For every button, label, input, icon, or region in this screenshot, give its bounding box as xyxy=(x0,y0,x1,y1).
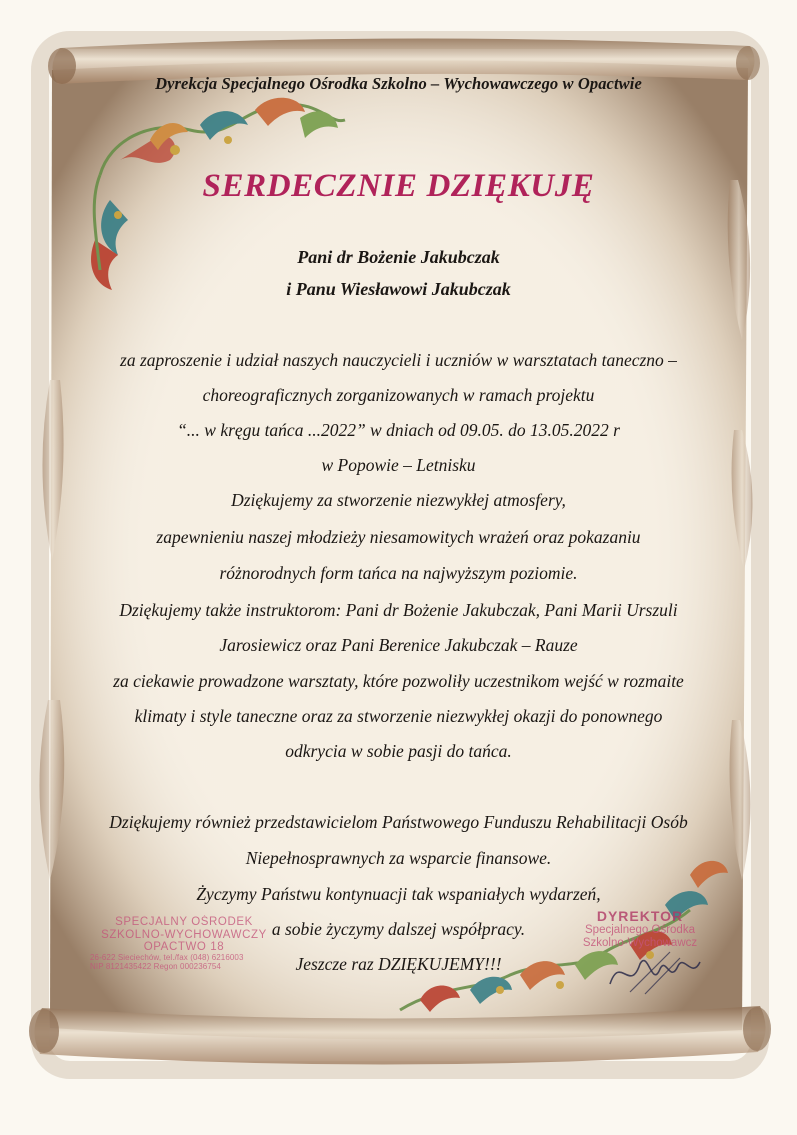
body-line: Dziękujemy również przedstawicielom Państwowego Funduszu Rehabilitacji Osób xyxy=(109,812,688,832)
body-line: w Popowie – Letnisku xyxy=(321,455,476,475)
director-signature xyxy=(600,944,710,1004)
stamp-line: Szkolno-Wychowawcz xyxy=(582,937,698,950)
institution-stamp xyxy=(84,916,284,972)
recipient-line: Pani dr Bożenie Jakubczak xyxy=(297,247,500,267)
body-line: klimaty i style taneczne oraz za stworzenie niezwykłej okazji do ponownego xyxy=(134,706,663,726)
body-line: za ciekawie prowadzone warsztaty, które pozwoliły uczestnikom wejść w rozmaite xyxy=(113,671,684,691)
body-line: zapewnieniu naszej młodzieży niesamowitych wrażeń oraz pokazaniu xyxy=(156,527,641,547)
body-line: Jarosiewicz oraz Pani Berenice Jakubczak – Rauze xyxy=(219,635,578,655)
recipient-line: i Panu Wiesławowi Jakubczak xyxy=(286,279,511,299)
stamp-line: SZKOLNO-WYCHOWAWCZY xyxy=(101,928,267,941)
body-line: “... w kręgu tańca ...2022” w dniach od 09.05. do 13.05.2022 r xyxy=(177,420,620,440)
stamp-line: OPACTWO 18 xyxy=(143,941,225,954)
stamp-line: NIP 8121435422 Regon 000236754 xyxy=(90,961,221,971)
body-line: za zaproszenie i udział naszych nauczycieli i uczniów w warsztatach taneczno – xyxy=(120,350,677,370)
stamp-line: DYREKTOR xyxy=(596,908,684,924)
stamp-line: SPECJALNY OŚRODEK xyxy=(115,916,253,928)
body-line: Jeszcze raz DZIĘKUJEMY!!! xyxy=(295,954,502,974)
body-line: Niepełnosprawnych za wsparcie finansowe. xyxy=(245,848,552,868)
institution-header: Dyrekcja Specjalnego Ośrodka Szkolno – Wychowawczego w Opactwie xyxy=(155,74,642,93)
stamp-line: Specjalnego Ośrodka xyxy=(585,924,695,937)
stamp-line: 26-622 Sieciechów, tel./fax (048) 6216003 xyxy=(90,952,244,962)
body-line: Dziękujemy za stworzenie niezwykłej atmosfery, xyxy=(231,490,566,510)
body-line: Dziękujemy także instruktorom: Pani dr Bożenie Jakubczak, Pani Marii Urszuli xyxy=(119,600,678,620)
document-title: SERDECZNIE DZIĘKUJĘ xyxy=(202,168,595,204)
body-line: różnorodnych form tańca na najwyższym poziomie. xyxy=(219,563,578,583)
body-line: odkrycia w sobie pasji do tańca. xyxy=(285,741,512,761)
body-line: a sobie życzymy dalszej współpracy. xyxy=(271,919,526,939)
body-line: choreograficznych zorganizowanych w ramach projektu xyxy=(202,385,595,405)
body-line: Życzymy Państwu kontynuacji tak wspaniałych wydarzeń, xyxy=(196,884,601,904)
